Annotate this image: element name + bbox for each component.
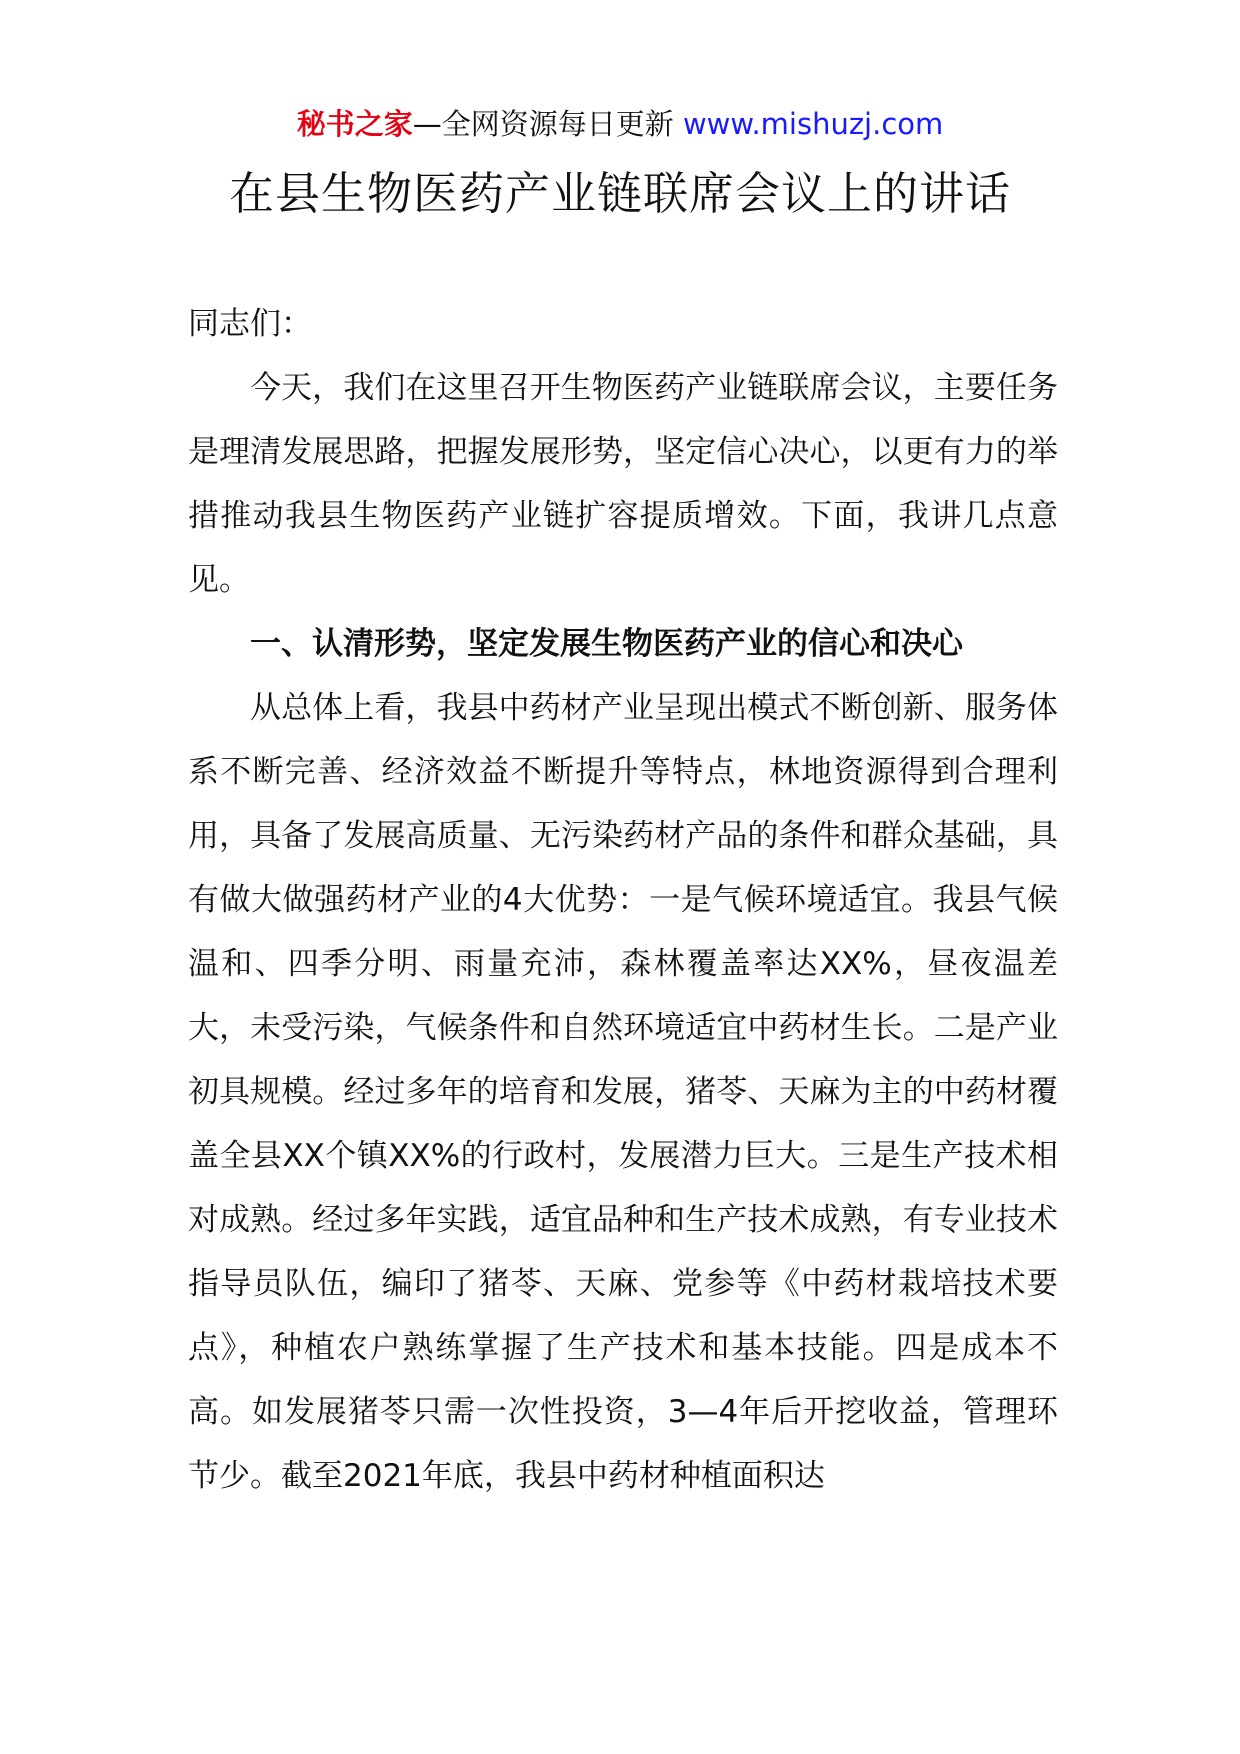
brand-name: 秘书之家 [296, 107, 413, 141]
document-body [188, 292, 1058, 1508]
site-header [0, 104, 1240, 144]
site-url-link[interactable]: www.mishuzj.com [682, 107, 944, 141]
salutation: 同志们： [188, 306, 312, 342]
section-heading: 一、认清形势，坚定发展生物医药产业的信心和决心 [250, 626, 963, 662]
header-tagline: —全网资源每日更新 [412, 107, 674, 141]
document-title: 在县生物医药产业链联席会议上的讲话 [228, 167, 1011, 220]
body-paragraph: 从总体上看，我县中药材产业呈现出模式不断创新、服务体系不断完善、经济效益不断提升等特点，林地资源得到合理利用，具备了发展高质量、无污染药材产品的条件和群众基础，具有做大做强药材产业的4大优势：一是气候环境适宜。我县气候温和、四季分明、雨量充沛，森林覆盖率达XX%，昼夜温差大，未受污染，气候条件和自然环境适宜中药材生长。二是产业初具规模。经过多年的培育和发展，猪苓、天麻为主的中药材覆盖全县XX个镇XX%的行政村，发展潜力巨大。三是生产技术相对成熟。经过多年实践，适宜品种和生产技术成熟，有专业技术指导员队伍，编印了猪苓、天麻、党参等《中药材栽培技术要点》，种植农户熟练掌握了生产技术和基本技能。四是成本不高。如发展猪苓只需一次性投资，3—4年后开挖收益，管理环节少。截至2021年底，我县中药材种植面积达 [188, 690, 1058, 1494]
intro-paragraph: 今天，我们在这里召开生物医药产业链联席会议，主要任务是理清发展思路，把握发展形势，坚定信心决心，以更有力的举措推动我县生物医药产业链扩容提质增效。下面，我讲几点意见。 [188, 370, 1058, 598]
